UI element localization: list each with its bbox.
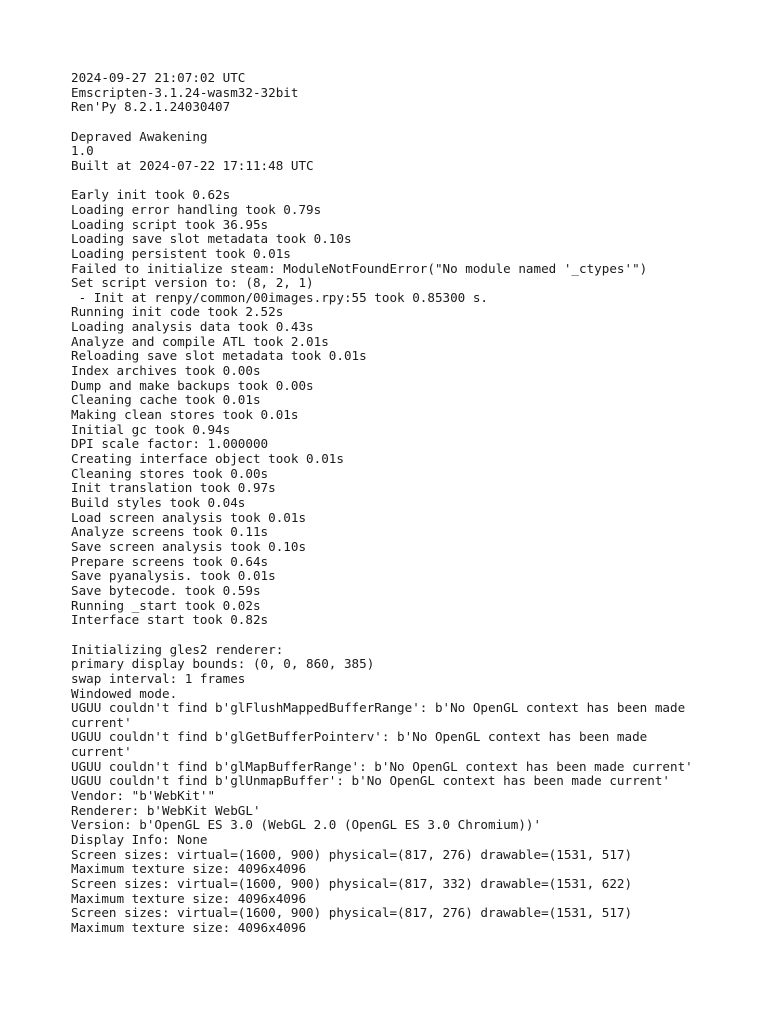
log-line: DPI scale factor: 1.000000	[71, 436, 269, 452]
log-line: current'	[71, 714, 132, 730]
log-line: Renderer: b'WebKit WebGL'	[71, 802, 261, 818]
log-line: Loading script took 36.95s	[71, 216, 269, 232]
log-line: Index archives took 0.00s	[71, 363, 261, 379]
log-line: Failed to initialize steam: ModuleNotFoundError("No module named '_ctypes'")	[71, 260, 648, 276]
log-line: Ren'Py 8.2.1.24030407	[71, 99, 231, 115]
log-line: Loading persistent took 0.01s	[71, 245, 291, 261]
log-line: UGUU couldn't find b'glMapBufferRange': b'No OpenGL context has been made current'	[71, 758, 693, 774]
log-line: UGUU couldn't find b'glUnmapBuffer': b'No OpenGL context has been made current'	[71, 773, 670, 789]
log-line: Version: b'OpenGL ES 3.0 (WebGL 2.0 (OpenGL ES 3.0 Chromium))'	[71, 817, 542, 833]
log-line	[71, 628, 731, 643]
log-line: swap interval: 1 frames	[71, 670, 246, 686]
log-line: primary display bounds: (0, 0, 860, 385)	[71, 656, 375, 672]
log-line: Analyze and compile ATL took 2.01s	[71, 333, 329, 349]
log-line: Dump and make backups took 0.00s	[71, 377, 314, 393]
log-line: Vendor: "b'WebKit'"	[71, 788, 216, 804]
log-line: UGUU couldn't find b'glGetBufferPointerv': b'No OpenGL context has been made	[71, 729, 648, 745]
log-line: Reloading save slot metadata took 0.01s	[71, 348, 367, 364]
log-line: 1.0	[71, 143, 94, 159]
log-line: Windowed mode.	[71, 685, 178, 701]
log-line: Making clean stores took 0.01s	[71, 407, 299, 423]
log-line: Screen sizes: virtual=(1600, 900) physical=(817, 332) drawable=(1531, 622)	[71, 876, 633, 892]
log-line	[71, 115, 731, 130]
log-line: Maximum texture size: 4096x4096	[71, 890, 307, 906]
log-line: Built at 2024-07-22 17:11:48 UTC	[71, 157, 314, 173]
log-line: Depraved Awakening	[71, 128, 208, 144]
log-line: Loading save slot metadata took 0.10s	[71, 231, 352, 247]
log-line: Loading analysis data took 0.43s	[71, 319, 314, 335]
log-line: UGUU couldn't find b'glFlushMappedBufferRange': b'No OpenGL context has been made	[71, 700, 686, 716]
log-line: Save bytecode. took 0.59s	[71, 582, 261, 598]
log-line: Cleaning stores took 0.00s	[71, 465, 269, 481]
log-output	[71, 71, 731, 936]
log-line: Screen sizes: virtual=(1600, 900) physical=(817, 276) drawable=(1531, 517)	[71, 905, 633, 921]
log-line: Set script version to: (8, 2, 1)	[71, 275, 314, 291]
log-line: Early init took 0.62s	[71, 187, 231, 203]
log-line: - Init at renpy/common/00images.rpy:55 took 0.85300 s.	[71, 289, 489, 305]
log-line: Analyze screens took 0.11s	[71, 524, 269, 540]
log-line: current'	[71, 744, 132, 760]
log-line: Display Info: None	[71, 832, 208, 848]
log-line: 2024-09-27 21:07:02 UTC	[71, 70, 246, 85]
log-line: Initial gc took 0.94s	[71, 421, 231, 437]
log-line: Creating interface object took 0.01s	[71, 451, 344, 467]
log-line: Screen sizes: virtual=(1600, 900) physical=(817, 276) drawable=(1531, 517)	[71, 846, 633, 862]
log-line: Init translation took 0.97s	[71, 480, 276, 496]
log-line: Running init code took 2.52s	[71, 304, 284, 320]
log-line: Interface start took 0.82s	[71, 612, 269, 628]
log-line: Initializing gles2 renderer:	[71, 641, 284, 657]
log-line: Running _start took 0.02s	[71, 597, 261, 613]
log-line: Build styles took 0.04s	[71, 495, 246, 510]
log-line: Loading error handling took 0.79s	[71, 201, 322, 217]
log-line: Maximum texture size: 4096x4096	[71, 920, 307, 936]
log-line: Cleaning cache took 0.01s	[71, 392, 261, 408]
log-line: Load screen analysis took 0.01s	[71, 509, 307, 525]
log-line: Save pyanalysis. took 0.01s	[71, 568, 276, 584]
log-line: Save screen analysis took 0.10s	[71, 538, 307, 554]
log-line	[71, 174, 731, 189]
log-line: Emscripten-3.1.24-wasm32-32bit	[71, 84, 299, 100]
log-line: Maximum texture size: 4096x4096	[71, 861, 307, 877]
log-line: Prepare screens took 0.64s	[71, 553, 269, 569]
